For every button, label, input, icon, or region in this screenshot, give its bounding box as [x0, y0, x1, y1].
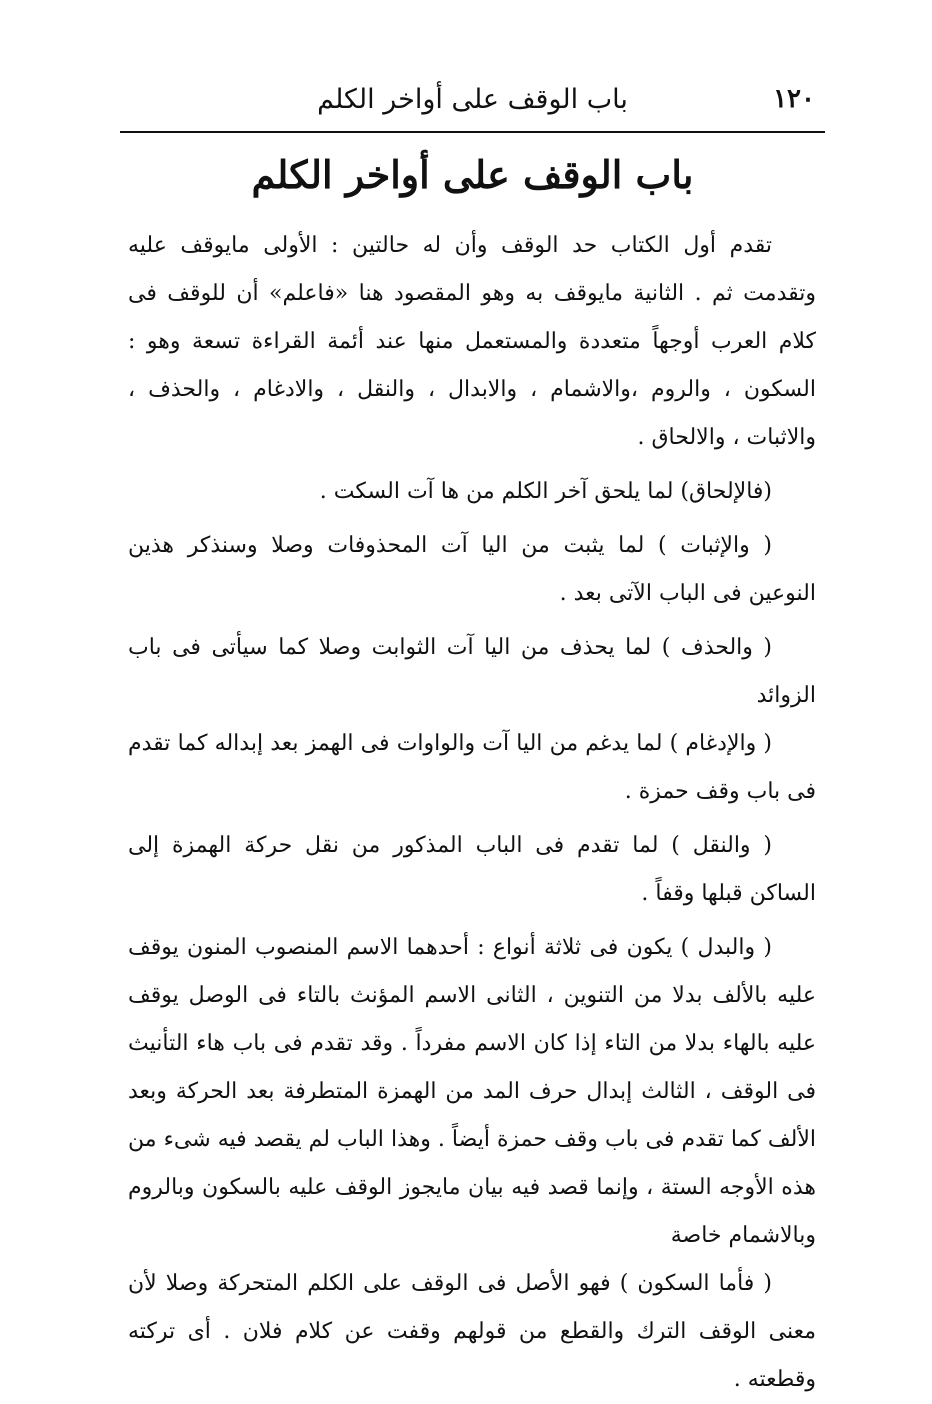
- header-divider: [120, 131, 825, 133]
- page-number: ١٢٠: [773, 84, 815, 114]
- running-header: [120, 78, 825, 130]
- chapter-title: باب الوقف على أواخر الكلم: [251, 152, 694, 197]
- paragraph-idgham: ( والإدغام ) لما يدغم من اليا آت والواوات فى الهمز بعد إبداله كما تقدم فى باب وقف حمزة .: [128, 731, 816, 804]
- body-text: [128, 222, 816, 1404]
- paragraph-ithbat: ( والإثبات ) لما يثبت من اليا آت المحذوفات وصلا وسنذكر هذين النوعين فى الباب الآتى بعد .: [128, 533, 816, 606]
- paragraph-ilhaq: (فالإلحاق) لما يلحق آخر الكلم من ها آت السكت .: [319, 479, 772, 504]
- paragraph-sukun: ( فأما السكون ) فهو الأصل فى الوقف على الكلم المتحركة وصلا لأن معنى الوقف الترك والقطع من قولهم وقفت عن كلام فلان . أى تركته وقطعته .: [128, 1271, 816, 1392]
- paragraph-hadhf: ( والحذف ) لما يحذف من اليا آت الثوابت وصلا كما سيأتى فى باب الزوائد: [128, 635, 816, 708]
- paragraph-badal: ( والبدل ) يكون فى ثلاثة أنواع : أحدهما الاسم المنصوب المنون يوقف عليه بالألف بدلا من التنوين ، الثانى الاسم المؤنث بالتاء فى الوصل يوقف عليه بالهاء بدلا من التاء إذا كان الاسم مفرداً . وقد تقدم فى باب هاء التأنيث فى الوقف ، الثالث إبدال حرف المد من الهمزة المتطرفة بعد الحركة وبعد الألف كما تقدم فى باب وقف حمزة أيضاً . وهذا الباب لم يقصد فيه شىء من هذه الأوجه الستة ، وإنما قصد فيه بيان مايجوز الوقف عليه بالسكون وبالروم وبالاشمام خاصة: [128, 935, 816, 1248]
- running-header-title: باب الوقف على أواخر الكلم: [317, 84, 628, 115]
- paragraph-intro: تقدم أول الكتاب حد الوقف وأن له حالتين : الأولى مايوقف عليه وتقدمت ثم . الثانية مايوقف به وهو المقصود هنا «فاعلم» أن للوقف فى كلام العرب أوجهاً متعددة والمستعمل منها عند أئمة القراءة تسعة وهو : السكون ، والروم ،والاشمام ، والابدال ، والنقل ، والادغام ، والحذف ، والاثبات ، والالحاق .: [128, 233, 816, 450]
- paragraph-naql: ( والنقل ) لما تقدم فى الباب المذكور من نقل حركة الهمزة إلى الساكن قبلها وقفاً .: [128, 833, 816, 906]
